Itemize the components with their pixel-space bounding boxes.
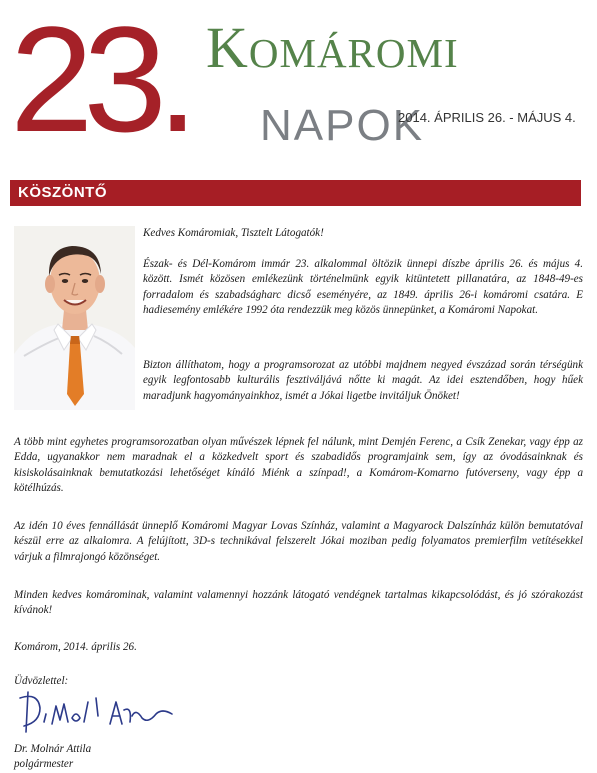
paragraph-5: Minden kedves komárominak, valamint valamennyi hozzánk látogató vendégnek tartalmas kikapcsolódást, és jó szórakozást kívánok! [14, 589, 583, 617]
paragraph-4: Az idén 10 éves fennállását ünneplő Komáromi Magyar Lovas Színház, valamint a Magyarock Dalszínház külön bemutatóval készül erre az alkalomra. A felújított, 3D-s technikával felszerelt Jókai moziban pedig folyamatos premierfilm vetítésekkel várjuk a filmrajongó közönséget. [14, 520, 583, 563]
portrait-image [14, 226, 135, 410]
handwritten-signature [16, 688, 176, 734]
closing: Üdvözlettel: [14, 675, 69, 687]
event-title: Komáromi [206, 15, 459, 80]
paragraph-2: Bizton állíthatom, hogy a programsorozat az utóbbi majdnem negyed évszázad során térségünk egyik legfontosabb kulturális fesztiváljává nőtte ki magát. Az idei esztendőben, hogy hűek maradjunk hagyományainkhoz, ismét a Jókai ligetbe invitáljuk Önöket! [143, 359, 583, 402]
mayor-portrait [14, 226, 135, 410]
section-title: KÖSZÖNTŐ [18, 184, 107, 201]
signer-name: Dr. Molnár Attila [14, 743, 92, 755]
place-date: Komárom, 2014. április 26. [14, 641, 137, 653]
event-subtitle: NAPOK [260, 101, 425, 150]
signer-title: polgármester [14, 758, 74, 770]
paragraph-1: Észak- és Dél-Komárom immár 23. alkalommal öltözik ünnepi díszbe április 26. és május 4. között. Ismét közösen emlékezünk történelmünk egyik kitüntetett pillanatára, az 1848-49-es forradalom és szabadságharc dicső eseményére, az 1849. április 26-i komáromi csatára. E hadiesemény emlékére 1992 óta rendezzük meg közös ünnepünket, a Komáromi Napokat. [143, 258, 583, 317]
event-dates: 2014. ÁPRILIS 26. - MÁJUS 4. [398, 110, 576, 125]
greeting: Kedves Komáromiak, Tisztelt Látogatók! [143, 227, 324, 239]
page-header [0, 0, 597, 170]
edition-number: 23. [10, 0, 189, 163]
section-banner [10, 180, 581, 206]
paragraph-3: A több mint egyhetes programsorozatban olyan művészek lépnek fel nálunk, mint Demjén Ferenc, a Csík Zenekar, vagy épp az Edda, ugyanakkor nem maradnak el a közkedvelt sport és szabadidős programjaink sem, így az óvodásainknak és kisiskolásainknak bemutatkozási lehetőséget kínáló Miénk a színpad!, a Komárom-Komarno futóverseny, vagy épp a kötélhúzás. [14, 436, 583, 495]
